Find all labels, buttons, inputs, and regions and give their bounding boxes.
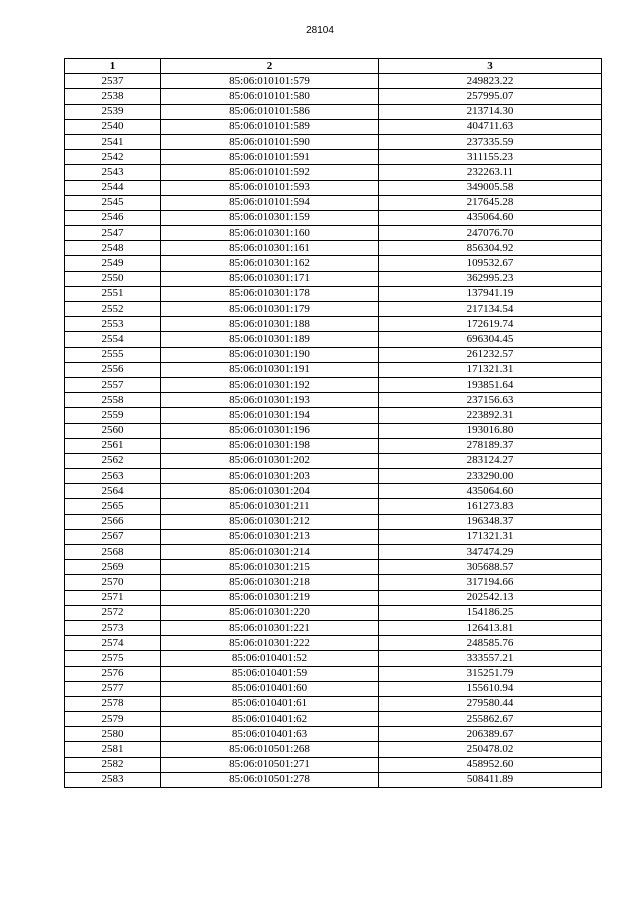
row-number-cell: 2550 [65, 271, 161, 286]
value-cell: 155610.94 [379, 681, 602, 696]
table-row [65, 317, 602, 332]
value-cell: 305688.57 [379, 560, 602, 575]
value-cell: 206389.67 [379, 727, 602, 742]
row-number-cell: 2560 [65, 423, 161, 438]
table-row [65, 195, 602, 210]
cadastral-number-cell: 85:06:010301:161 [161, 241, 379, 256]
row-number-cell: 2540 [65, 119, 161, 134]
row-number-cell: 2558 [65, 393, 161, 408]
table-row [65, 393, 602, 408]
cadastral-number-cell: 85:06:010301:188 [161, 317, 379, 332]
value-cell: 171321.31 [379, 362, 602, 377]
cadastral-number-cell: 85:06:010401:60 [161, 681, 379, 696]
cadastral-number-cell: 85:06:010301:159 [161, 210, 379, 225]
cadastral-number-cell: 85:06:010101:586 [161, 104, 379, 119]
cadastral-number-cell: 85:06:010301:204 [161, 484, 379, 499]
table-row [65, 210, 602, 225]
value-cell: 347474.29 [379, 545, 602, 560]
value-cell: 249823.22 [379, 74, 602, 89]
cadastral-number-cell: 85:06:010301:203 [161, 469, 379, 484]
cadastral-number-cell: 85:06:010301:219 [161, 590, 379, 605]
row-number-cell: 2547 [65, 226, 161, 241]
table-row [65, 104, 602, 119]
value-cell: 255862.67 [379, 712, 602, 727]
cadastral-number-cell: 85:06:010301:198 [161, 438, 379, 453]
table-row [65, 742, 602, 757]
value-cell: 193016.80 [379, 423, 602, 438]
row-number-cell: 2553 [65, 317, 161, 332]
cadastral-number-cell: 85:06:010101:579 [161, 74, 379, 89]
row-number-cell: 2566 [65, 514, 161, 529]
row-number-cell: 2562 [65, 453, 161, 468]
value-cell: 247076.70 [379, 226, 602, 241]
value-cell: 237335.59 [379, 134, 602, 149]
cadastral-number-cell: 85:06:010401:63 [161, 727, 379, 742]
value-cell: 508411.89 [379, 772, 602, 787]
cadastral-number-cell: 85:06:010301:189 [161, 332, 379, 347]
row-number-cell: 2567 [65, 529, 161, 544]
cadastral-number-cell: 85:06:010301:190 [161, 347, 379, 362]
table-header-row [65, 59, 602, 74]
table-row [65, 302, 602, 317]
cadastral-number-cell: 85:06:010101:590 [161, 134, 379, 149]
value-cell: 171321.31 [379, 529, 602, 544]
row-number-cell: 2573 [65, 620, 161, 635]
row-number-cell: 2549 [65, 256, 161, 271]
cadastral-number-cell: 85:06:010401:62 [161, 712, 379, 727]
value-cell: 154186.25 [379, 605, 602, 620]
cadastral-number-cell: 85:06:010401:61 [161, 696, 379, 711]
cadastral-number-cell: 85:06:010301:179 [161, 302, 379, 317]
table-row [65, 347, 602, 362]
row-number-cell: 2569 [65, 560, 161, 575]
row-number-cell: 2556 [65, 362, 161, 377]
cadastral-number-cell: 85:06:010101:591 [161, 150, 379, 165]
cadastral-number-cell: 85:06:010301:214 [161, 545, 379, 560]
row-number-cell: 2546 [65, 210, 161, 225]
table-row [65, 256, 602, 271]
cadastral-number-cell: 85:06:010501:278 [161, 772, 379, 787]
row-number-cell: 2582 [65, 757, 161, 772]
table-row [65, 651, 602, 666]
value-cell: 257995.07 [379, 89, 602, 104]
table-row [65, 241, 602, 256]
table-row [65, 696, 602, 711]
registry-table [64, 58, 602, 788]
table-row [65, 636, 602, 651]
value-cell: 248585.76 [379, 636, 602, 651]
table-row [65, 226, 602, 241]
cadastral-number-cell: 85:06:010101:594 [161, 195, 379, 210]
row-number-cell: 2576 [65, 666, 161, 681]
cadastral-number-cell: 85:06:010301:215 [161, 560, 379, 575]
cadastral-number-cell: 85:06:010301:196 [161, 423, 379, 438]
column-header-1: 1 [65, 59, 161, 74]
cadastral-number-cell: 85:06:010301:194 [161, 408, 379, 423]
cadastral-number-cell: 85:06:010301:202 [161, 453, 379, 468]
row-number-cell: 2580 [65, 727, 161, 742]
value-cell: 404711.63 [379, 119, 602, 134]
cadastral-number-cell: 85:06:010301:218 [161, 575, 379, 590]
cadastral-number-cell: 85:06:010301:191 [161, 362, 379, 377]
table-row [65, 408, 602, 423]
table-row [65, 180, 602, 195]
table-row [65, 484, 602, 499]
value-cell: 250478.02 [379, 742, 602, 757]
value-cell: 333557.21 [379, 651, 602, 666]
cadastral-number-cell: 85:06:010301:212 [161, 514, 379, 529]
cadastral-number-cell: 85:06:010301:193 [161, 393, 379, 408]
value-cell: 311155.23 [379, 150, 602, 165]
table-row [65, 469, 602, 484]
row-number-cell: 2537 [65, 74, 161, 89]
cadastral-number-cell: 85:06:010101:589 [161, 119, 379, 134]
cadastral-number-cell: 85:06:010301:178 [161, 286, 379, 301]
value-cell: 349005.58 [379, 180, 602, 195]
row-number-cell: 2554 [65, 332, 161, 347]
row-number-cell: 2557 [65, 377, 161, 392]
cadastral-number-cell: 85:06:010301:222 [161, 636, 379, 651]
table-row [65, 89, 602, 104]
value-cell: 856304.92 [379, 241, 602, 256]
table-row [65, 134, 602, 149]
row-number-cell: 2579 [65, 712, 161, 727]
cadastral-number-cell: 85:06:010301:162 [161, 256, 379, 271]
row-number-cell: 2574 [65, 636, 161, 651]
row-number-cell: 2572 [65, 605, 161, 620]
row-number-cell: 2539 [65, 104, 161, 119]
table-row [65, 165, 602, 180]
cadastral-number-cell: 85:06:010101:592 [161, 165, 379, 180]
value-cell: 435064.60 [379, 210, 602, 225]
value-cell: 161273.83 [379, 499, 602, 514]
table-row [65, 499, 602, 514]
table-row [65, 772, 602, 787]
value-cell: 279580.44 [379, 696, 602, 711]
value-cell: 283124.27 [379, 453, 602, 468]
value-cell: 196348.37 [379, 514, 602, 529]
table-row [65, 575, 602, 590]
value-cell: 237156.63 [379, 393, 602, 408]
row-number-cell: 2577 [65, 681, 161, 696]
row-number-cell: 2538 [65, 89, 161, 104]
page-number: 28104 [306, 25, 334, 36]
table-row [65, 681, 602, 696]
table-row [65, 377, 602, 392]
value-cell: 696304.45 [379, 332, 602, 347]
table-row [65, 545, 602, 560]
table-row [65, 605, 602, 620]
table-row [65, 590, 602, 605]
value-cell: 223892.31 [379, 408, 602, 423]
row-number-cell: 2578 [65, 696, 161, 711]
row-number-cell: 2548 [65, 241, 161, 256]
cadastral-number-cell: 85:06:010301:211 [161, 499, 379, 514]
cadastral-number-cell: 85:06:010301:192 [161, 377, 379, 392]
table-row [65, 150, 602, 165]
table-row [65, 712, 602, 727]
row-number-cell: 2545 [65, 195, 161, 210]
table-row [65, 74, 602, 89]
row-number-cell: 2559 [65, 408, 161, 423]
row-number-cell: 2544 [65, 180, 161, 195]
value-cell: 109532.67 [379, 256, 602, 271]
table-row [65, 757, 602, 772]
row-number-cell: 2568 [65, 545, 161, 560]
table-row [65, 666, 602, 681]
value-cell: 458952.60 [379, 757, 602, 772]
value-cell: 202542.13 [379, 590, 602, 605]
row-number-cell: 2551 [65, 286, 161, 301]
value-cell: 217134.54 [379, 302, 602, 317]
value-cell: 193851.64 [379, 377, 602, 392]
cadastral-number-cell: 85:06:010401:52 [161, 651, 379, 666]
row-number-cell: 2570 [65, 575, 161, 590]
cadastral-number-cell: 85:06:010501:268 [161, 742, 379, 757]
table-row [65, 620, 602, 635]
row-number-cell: 2555 [65, 347, 161, 362]
table-row [65, 423, 602, 438]
table-row [65, 453, 602, 468]
cadastral-number-cell: 85:06:010301:213 [161, 529, 379, 544]
row-number-cell: 2565 [65, 499, 161, 514]
table-row [65, 438, 602, 453]
value-cell: 232263.11 [379, 165, 602, 180]
cadastral-number-cell: 85:06:010301:220 [161, 605, 379, 620]
column-header-3: 3 [379, 59, 602, 74]
row-number-cell: 2563 [65, 469, 161, 484]
table-row [65, 271, 602, 286]
column-header-2: 2 [161, 59, 379, 74]
row-number-cell: 2564 [65, 484, 161, 499]
value-cell: 217645.28 [379, 195, 602, 210]
cadastral-number-cell: 85:06:010101:580 [161, 89, 379, 104]
value-cell: 315251.79 [379, 666, 602, 681]
row-number-cell: 2552 [65, 302, 161, 317]
table-row [65, 286, 602, 301]
value-cell: 317194.66 [379, 575, 602, 590]
cadastral-number-cell: 85:06:010301:221 [161, 620, 379, 635]
cadastral-number-cell: 85:06:010101:593 [161, 180, 379, 195]
row-number-cell: 2581 [65, 742, 161, 757]
value-cell: 278189.37 [379, 438, 602, 453]
cadastral-number-cell: 85:06:010301:160 [161, 226, 379, 241]
value-cell: 213714.30 [379, 104, 602, 119]
row-number-cell: 2543 [65, 165, 161, 180]
row-number-cell: 2575 [65, 651, 161, 666]
value-cell: 233290.00 [379, 469, 602, 484]
table-row [65, 362, 602, 377]
value-cell: 362995.23 [379, 271, 602, 286]
table-row [65, 514, 602, 529]
row-number-cell: 2561 [65, 438, 161, 453]
value-cell: 435064.60 [379, 484, 602, 499]
cadastral-number-cell: 85:06:010501:271 [161, 757, 379, 772]
table-body [65, 74, 602, 788]
row-number-cell: 2541 [65, 134, 161, 149]
table-row [65, 332, 602, 347]
row-number-cell: 2542 [65, 150, 161, 165]
table-row [65, 119, 602, 134]
table-row [65, 727, 602, 742]
cadastral-number-cell: 85:06:010301:171 [161, 271, 379, 286]
value-cell: 137941.19 [379, 286, 602, 301]
value-cell: 126413.81 [379, 620, 602, 635]
value-cell: 261232.57 [379, 347, 602, 362]
cadastral-number-cell: 85:06:010401:59 [161, 666, 379, 681]
table-row [65, 529, 602, 544]
table-row [65, 560, 602, 575]
row-number-cell: 2571 [65, 590, 161, 605]
value-cell: 172619.74 [379, 317, 602, 332]
row-number-cell: 2583 [65, 772, 161, 787]
